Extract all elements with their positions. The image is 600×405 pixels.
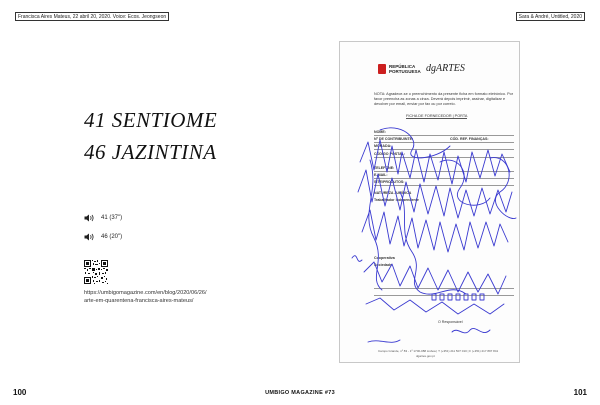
audio-link-1[interactable] — [84, 214, 122, 222]
url-line-2: arte-em-quarentena-francisca-aires-mateus/ — [84, 298, 194, 304]
header-credit-left: Francisca Aires Mateus, 22 abril 20, 2020. Voice: Ecos. Jeongseon — [15, 12, 169, 21]
form-field: CÓD. REF. FINANÇAS: — [450, 137, 489, 141]
form-field: Sociedade — [374, 263, 392, 267]
artwork-scribbled-form — [339, 41, 520, 363]
logo-line-2: PORTUGUESA — [389, 69, 421, 74]
form-field: TELEFONE: — [374, 166, 395, 170]
form-note: NOTA: Agradece-se o preenchimento da presente ficha em formato eletrónico. Por favor preencha as zonas a cinza. Deverá depois imprimir, assinar, digitalizar e devolver por email, enviar por fax ou por correio. — [374, 92, 514, 107]
form-field: NOME: — [374, 130, 386, 134]
form-field: NATUREZA JURÍDICA — [374, 191, 412, 195]
form-field: Trabalhador independente — [374, 198, 419, 202]
signature-label: O Responsável — [438, 320, 463, 324]
form-footer-web: dgartes.gov.pt — [416, 354, 435, 358]
header-credit-right: Sara & André, Untitled, 2020 — [516, 12, 585, 21]
page-number-right: 101 — [573, 388, 587, 397]
form-footer-address: Campo Grande, nº 83 - 1º 1700-088 Lisboa | T (+351) 211 507 010 | F (+351) 217 897 841 — [378, 349, 499, 353]
form-field: CÓDIGO POSTAL: — [374, 152, 406, 156]
pen-scribble-drawing — [340, 42, 521, 364]
form-field: SITE/PRODUTOS: — [374, 180, 405, 184]
track-title-1: 41 SENTIOME — [84, 108, 218, 132]
speaker-icon — [84, 233, 95, 241]
track-titles — [84, 104, 217, 168]
page-number-left: 100 — [13, 388, 27, 397]
form-field: E-MAIL: — [374, 173, 388, 177]
audio-link-2[interactable] — [84, 233, 122, 241]
logo-line-1: REPÚBLICA — [389, 64, 416, 69]
qr-code[interactable] — [84, 260, 108, 284]
speaker-icon — [84, 214, 95, 222]
article-url[interactable] — [84, 289, 234, 305]
dgartes-logo: dgARTES — [426, 63, 465, 74]
form-title: FICHA DE FORNECEDOR | PORTA — [406, 114, 468, 118]
audio-label: 46 (20") — [101, 234, 123, 240]
audio-label: 41 (37") — [101, 215, 123, 221]
form-field: Nº DE CONTRIBUINTE: — [374, 137, 414, 141]
magazine-issue: UMBIGO MAGAZINE #73 — [265, 390, 335, 396]
url-line-1: https://umbigomagazine.com/en/blog/2020/06/26/ — [84, 290, 207, 296]
track-title-2: 46 JAZINTINA — [84, 140, 217, 164]
form-field: Cooperativa — [374, 256, 395, 260]
form-field: MORADA: — [374, 144, 392, 148]
